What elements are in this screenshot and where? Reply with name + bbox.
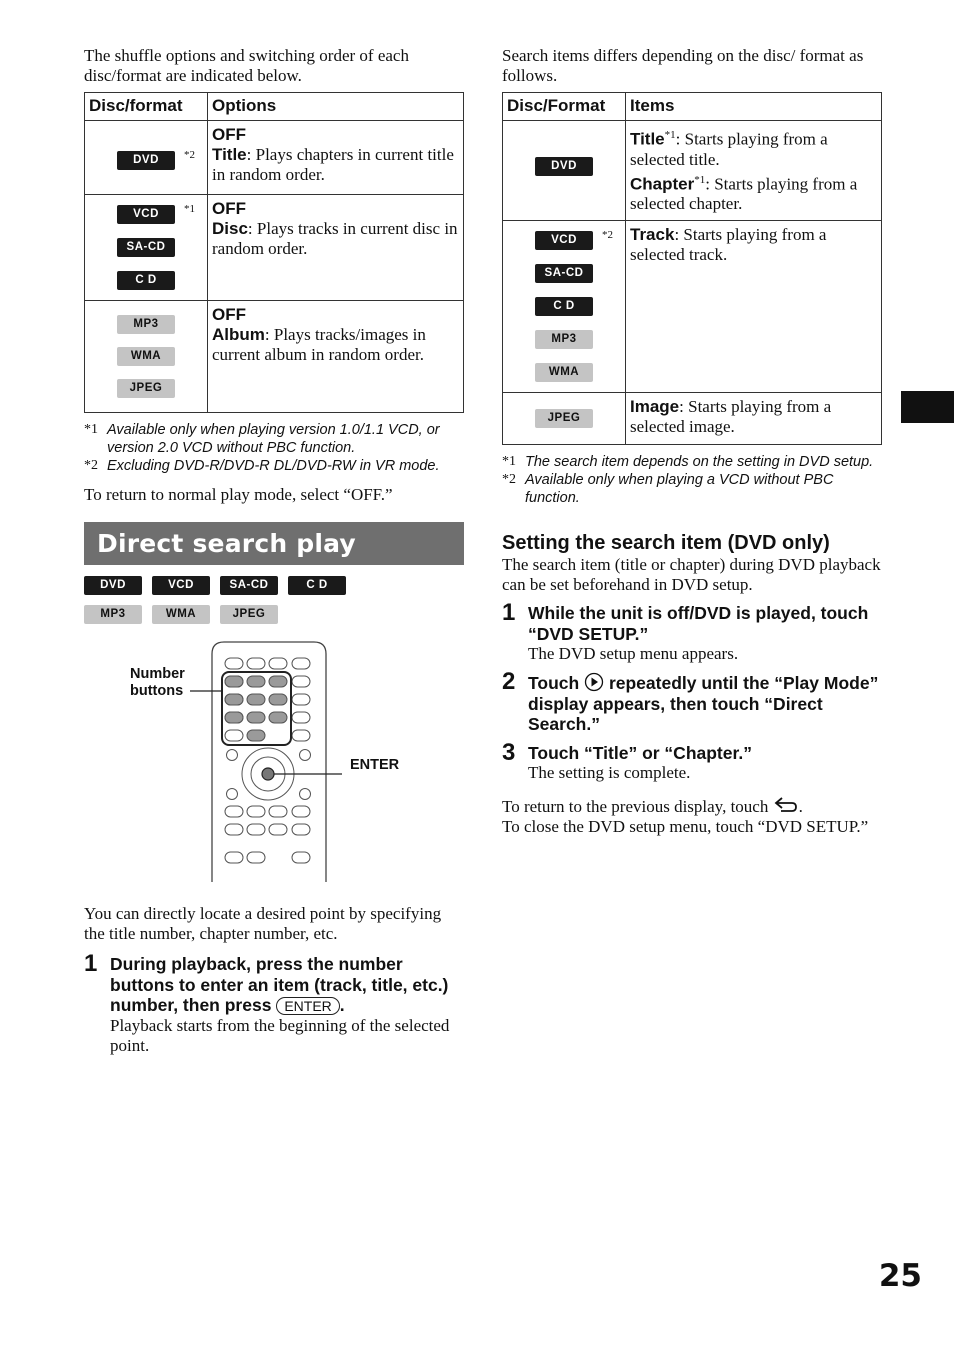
- disc-badge-sacd: SA-CD: [117, 238, 175, 257]
- disc-badge-sacd: SA-CD: [220, 576, 278, 595]
- enter-button-glyph: ENTER: [276, 997, 339, 1015]
- step-title-text: repeatedly until the “Play Mode” display appears, then touch “Direct Search.”: [528, 673, 879, 735]
- disc-badge-dvd: DVD: [84, 576, 142, 595]
- footnote-marker: *2: [602, 229, 613, 242]
- step-title-text: Touch: [528, 673, 580, 694]
- step-number: 1: [502, 599, 516, 627]
- footnote: [502, 453, 882, 471]
- closing-text: To return to the previous display, touch: [502, 797, 769, 817]
- step-title-end: .: [339, 995, 345, 1015]
- closing-instructions: [502, 795, 882, 837]
- step-body: The setting is complete.: [528, 763, 691, 783]
- footnote-mark: *2: [502, 472, 516, 488]
- table-row: [85, 301, 464, 413]
- item-keyword: Title: [630, 129, 665, 149]
- step-title: While the unit is off/DVD is played, touch “DVD SETUP.”: [528, 603, 869, 644]
- closing-text: To close the DVD setup menu, touch “DVD SETUP.”: [502, 817, 869, 837]
- footnotes: [502, 453, 882, 507]
- option-keyword: Title: [212, 145, 247, 164]
- step-3: [502, 738, 882, 784]
- step-title: [110, 954, 464, 1016]
- item-description: : Starts playing from a selected title.: [630, 129, 828, 169]
- disc-cell: [85, 121, 208, 195]
- item-description: : Starts playing from a selected track.: [630, 225, 827, 265]
- right-column: [502, 46, 882, 837]
- disc-cell: [503, 393, 626, 445]
- option-off: OFF: [212, 125, 246, 144]
- section-title: Direct search play: [84, 522, 464, 565]
- column-header: Options: [208, 93, 464, 121]
- footnote: [84, 421, 464, 457]
- disc-cell: [85, 195, 208, 301]
- subsection-heading: Setting the search item (DVD only): [502, 532, 830, 555]
- disc-badge-cd: C D: [288, 576, 346, 595]
- search-items-table: [502, 92, 882, 445]
- page-number: 25: [878, 1258, 922, 1294]
- play-icon: [584, 672, 604, 692]
- supported-files-row: [84, 605, 464, 624]
- disc-badge-cd: C D: [535, 297, 593, 316]
- shuffle-intro: The shuffle options and switching order of each disc/format are indicated below.: [84, 46, 409, 85]
- step-body: Playback starts from the beginning of the selected point.: [110, 1015, 450, 1055]
- step-1: [84, 950, 464, 1056]
- footnote-mark: *1: [84, 422, 98, 437]
- option-description: : Plays tracks/images in current album in random order.: [212, 325, 426, 364]
- option-keyword: Album: [212, 325, 265, 344]
- disc-badge-jpeg: JPEG: [220, 605, 278, 624]
- disc-badge-mp3: MP3: [117, 315, 175, 334]
- footnote: [84, 457, 464, 475]
- step-number: 3: [502, 738, 516, 766]
- direct-search-description: You can directly locate a desired point by specifying the title number, chapter number, etc.: [84, 904, 442, 943]
- item-description: : Starts playing from a selected image.: [630, 397, 832, 437]
- step-title: [528, 672, 882, 735]
- table-row: [503, 221, 882, 393]
- disc-badge-wma: WMA: [152, 605, 210, 624]
- shuffle-options-table: [84, 92, 464, 413]
- option-description: : Plays chapters in current title in random order.: [212, 145, 454, 184]
- option-off: OFF: [212, 199, 246, 218]
- disc-badge-sacd: SA-CD: [535, 264, 593, 283]
- disc-cell: [85, 301, 208, 413]
- disc-badge-vcd: VCD: [152, 576, 210, 595]
- closing-text: .: [798, 797, 803, 817]
- option-keyword: Disc: [212, 219, 248, 238]
- option-cell: [208, 195, 464, 301]
- disc-badge-wma: WMA: [535, 363, 593, 382]
- table-row: [503, 121, 882, 221]
- disc-badge-vcd: VCD: [535, 231, 593, 250]
- setup-steps: [502, 599, 882, 783]
- column-header: Disc/Format: [503, 93, 626, 121]
- option-cell: [208, 121, 464, 195]
- disc-badge-mp3: MP3: [84, 605, 142, 624]
- number-buttons-label: [130, 666, 185, 700]
- items-cell: [626, 393, 882, 445]
- direct-search-steps: [84, 950, 464, 1056]
- items-cell: [626, 221, 882, 393]
- enter-label: ENTER: [350, 757, 400, 773]
- return-instruction: To return to normal play mode, select “OFF.”: [84, 485, 393, 504]
- footnote-marker: *1: [184, 203, 195, 215]
- step-body: The DVD setup menu appears.: [528, 644, 739, 664]
- column-header: Disc/format: [85, 93, 208, 121]
- disc-badge-cd: C D: [117, 271, 175, 290]
- disc-cell: [503, 121, 626, 221]
- footnote-mark: *2: [84, 458, 98, 473]
- item-description: : Starts playing from a selected chapter.: [630, 174, 858, 214]
- disc-badge-dvd: DVD: [117, 151, 175, 170]
- footnote-text: Available only when playing version 1.0/1.1 VCD, or version 2.0 VCD without PBC function.: [107, 422, 440, 456]
- step-title-text: During playback, press the number buttons to enter an item (track, title, etc.) number, then press: [110, 954, 449, 1015]
- step-title: Touch “Title” or “Chapter.”: [528, 742, 752, 763]
- table-row: [85, 121, 464, 195]
- supported-discs-row: [84, 576, 464, 595]
- disc-badge-vcd: VCD: [117, 205, 175, 224]
- footnotes: [84, 421, 464, 475]
- footnote: [502, 471, 882, 507]
- item-keyword: Chapter: [630, 174, 695, 194]
- footnote-marker: *1: [694, 173, 706, 186]
- subsection-intro: The search item (title or chapter) during DVD playback can be set beforehand in DVD setup.: [502, 555, 881, 595]
- table-row: [85, 195, 464, 301]
- disc-cell: [503, 221, 626, 393]
- disc-badge-wma: WMA: [117, 347, 175, 366]
- step-1: [502, 599, 882, 664]
- option-description: : Plays tracks in current disc in random order.: [212, 219, 458, 258]
- chapter-edge-tab: [901, 391, 954, 423]
- footnote-marker: *2: [184, 149, 195, 161]
- step-number: 2: [502, 668, 516, 696]
- table-header-row: [503, 93, 882, 121]
- left-column: [84, 46, 464, 1056]
- disc-badge-jpeg: JPEG: [535, 409, 593, 428]
- footnote-text: Excluding DVD-R/DVD-R DL/DVD-RW in VR mode.: [107, 458, 440, 474]
- option-cell: [208, 301, 464, 413]
- disc-badge-jpeg: JPEG: [117, 379, 175, 398]
- step-2: [502, 668, 882, 735]
- footnote-mark: *1: [502, 454, 516, 470]
- search-intro: Search items differs depending on the disc/ format as follows.: [502, 46, 864, 85]
- number-buttons-label-line2: buttons: [130, 683, 184, 699]
- disc-badge-dvd: DVD: [535, 157, 593, 176]
- table-row: [503, 393, 882, 445]
- step-number: 1: [84, 950, 98, 977]
- items-cell: [626, 121, 882, 221]
- footnote-text: The search item depends on the setting in DVD setup.: [525, 454, 874, 471]
- footnote-text: Available only when playing a VCD without PBC function.: [525, 472, 834, 507]
- column-header: Items: [626, 93, 882, 121]
- remote-illustration: [84, 636, 464, 882]
- option-off: OFF: [212, 305, 246, 324]
- footnote-marker: *1: [664, 129, 676, 141]
- disc-badge-mp3: MP3: [535, 330, 593, 349]
- item-keyword: Image: [630, 397, 680, 417]
- item-keyword: Track: [630, 225, 675, 245]
- table-header-row: [85, 93, 464, 121]
- back-arrow-icon: [773, 795, 799, 815]
- number-buttons-label-line1: Number: [130, 666, 185, 682]
